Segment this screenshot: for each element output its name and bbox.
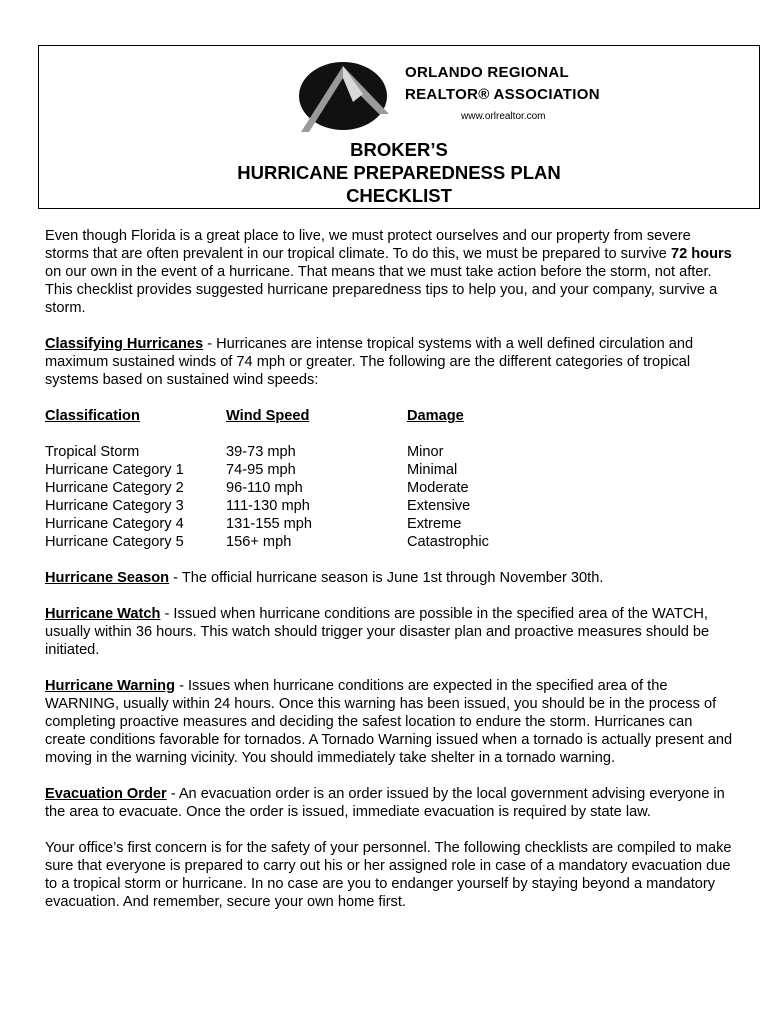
evacuation-term: Evacuation Order xyxy=(45,786,167,802)
logo-line1: ORLANDO REGIONAL xyxy=(405,64,569,81)
table-cell: Minor xyxy=(407,444,444,460)
table-row xyxy=(45,533,607,551)
table-cell: Hurricane Category 3 xyxy=(45,498,184,514)
table-cell: Hurricane Category 5 xyxy=(45,534,184,550)
watch-term: Hurricane Watch xyxy=(45,606,161,622)
title-line1: BROKER’S xyxy=(350,139,448,160)
warning-paragraph xyxy=(45,677,735,767)
warning-term: Hurricane Warning xyxy=(45,678,176,694)
table-cell: Tropical Storm xyxy=(45,444,140,460)
table-cell: 131-155 mph xyxy=(226,516,313,532)
classifying-paragraph xyxy=(45,335,735,389)
table-row xyxy=(45,443,607,461)
table-cell: 96-110 mph xyxy=(226,480,303,496)
watch-paragraph xyxy=(45,605,735,659)
table-cell: Hurricane Category 1 xyxy=(45,462,184,478)
table-cell: Minimal xyxy=(407,462,458,478)
table-cell: 74-95 mph xyxy=(226,462,296,478)
table-row xyxy=(45,479,607,497)
title-line3: CHECKLIST xyxy=(346,185,452,206)
table-row xyxy=(45,461,607,479)
header-classification: Classification xyxy=(45,408,140,424)
association-logo xyxy=(293,54,600,136)
warning-text: - Issues when hurricane conditions are expected in the specified area of the WARNING, usually within 24 hours. Once this warning has been issued, you should be in the process of completing proactive measures and deciding the safest location to endure the storm. Hurricanes can create conditions favorable for tornados. A Tornado Warning issued when a tornado is actually present and moving in the warning vicinity. You should immediately take shelter in a tornado warning. xyxy=(45,678,733,766)
table-cell: Extensive xyxy=(407,498,471,514)
intro-paragraph xyxy=(45,227,735,317)
intro-text-1: Even though Florida is a great place to live, we must protect ourselves and our property from severe storms that are often prevalent in our tropical climate. To do this, we must be prepared to survive xyxy=(45,228,691,262)
intro-bold-text: 72 hours xyxy=(670,246,732,262)
season-text: - The official hurricane season is June 1st through November 30th. xyxy=(169,570,604,586)
logo-url: www.orlrealtor.com xyxy=(461,111,546,122)
table-header-row xyxy=(45,407,607,443)
title-line2: HURRICANE PREPAREDNESS PLAN xyxy=(237,162,561,183)
table-row xyxy=(45,497,607,515)
watch-text: - Issued when hurricane conditions are possible in the specified area of the WATCH, usually within 36 hours. This watch should trigger your disaster plan and proactive measures should be initiated. xyxy=(45,606,710,658)
classifying-term: Classifying Hurricanes xyxy=(45,336,204,352)
season-paragraph xyxy=(45,569,735,587)
table-row xyxy=(45,515,607,533)
table-cell: Hurricane Category 2 xyxy=(45,480,184,496)
table-cell: 111-130 mph xyxy=(226,498,310,514)
logo-line2: REALTOR® ASSOCIATION xyxy=(405,86,600,103)
table-cell: Catastrophic xyxy=(407,534,489,550)
table-cell: Extreme xyxy=(407,516,462,532)
evacuation-paragraph xyxy=(45,785,735,821)
header-damage: Damage xyxy=(407,408,464,424)
season-term: Hurricane Season xyxy=(45,570,170,586)
table-cell: Moderate xyxy=(407,480,469,496)
document-body xyxy=(45,227,735,929)
table-cell: 156+ mph xyxy=(226,534,292,550)
classifying-text: - Hurricanes are intense tropical systems with a well defined circulation and maximum sustained winds of 74 mph or greater. The following are the different categories of tropical systems based on sustained wind speeds: xyxy=(45,336,694,388)
evacuation-text: - An evacuation order is an order issued by the local government advising everyone in the area to evacuate. Once the order is issued, immediate evacuation is required by state law. xyxy=(45,786,725,820)
closing-paragraph: Your office’s first concern is for the safety of your personnel. The following checklists are compiled to make sure that everyone is prepared to carry out his or her assigned role in case of a mandatory evacuation due to a tropical storm or hurricane. In no case are you to endanger yourself by staying beyond a mandatory evacuation. And remember, secure your own home first. xyxy=(45,840,732,910)
intro-text-2: on our own in the event of a hurricane. That means that we must take action before the storm, not after. This checklist provides suggested hurricane preparedness tips to help you, and your company, survive a storm. xyxy=(45,264,718,316)
header-wind-speed: Wind Speed xyxy=(226,408,310,424)
header-box xyxy=(38,45,760,209)
wind-speed-table xyxy=(45,407,607,551)
logo-emblem-icon xyxy=(293,54,403,136)
table-cell: Hurricane Category 4 xyxy=(45,516,184,532)
table-cell: 39-73 mph xyxy=(226,444,296,460)
page-title xyxy=(39,138,759,207)
